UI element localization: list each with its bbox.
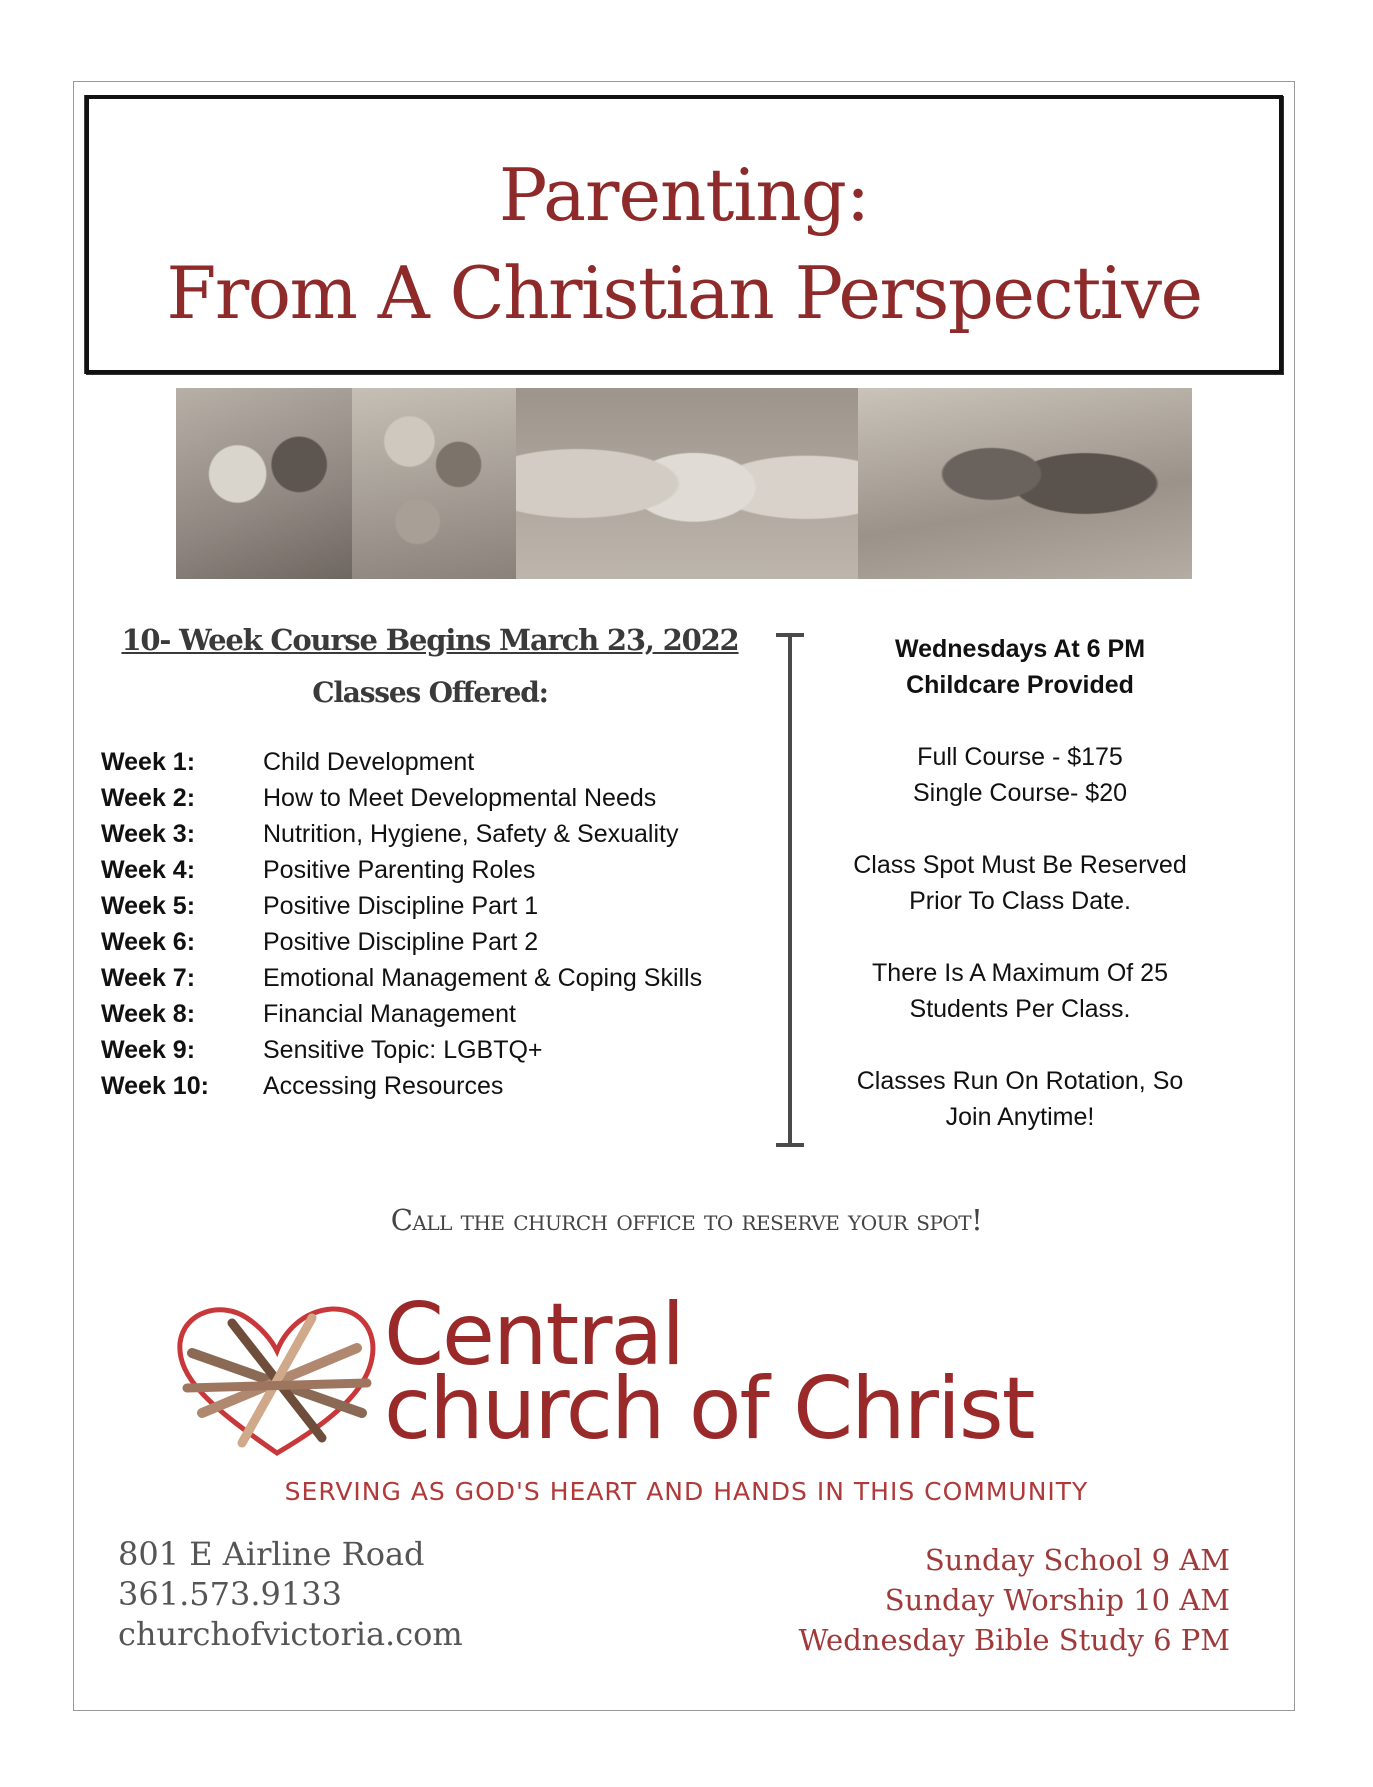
week-topic: Nutrition, Hygiene, Safety & Sexuality [263, 819, 679, 848]
rotation-note-line-2: Join Anytime! [945, 1103, 1095, 1131]
sunday-worship-time: Sunday Worship 10 AM [884, 1583, 1230, 1617]
full-course-price: Full Course - $175 [917, 743, 1123, 771]
childcare-text: Childcare Provided [906, 671, 1134, 699]
week-topic: Emotional Management & Coping Skills [263, 963, 703, 992]
church-tagline: SERVING AS GOD'S HEART AND HANDS IN THIS COMMUNITY [284, 1477, 1089, 1506]
week-label: Week 7: [101, 963, 196, 992]
title-box [85, 95, 1283, 374]
week-label: Week 2: [101, 783, 196, 812]
week-label: Week 5: [101, 891, 196, 920]
week-row [101, 744, 702, 780]
church-name-line-2: church of Christ [384, 1359, 1034, 1459]
title-line-2: From A Christian Perspective [166, 251, 1202, 335]
bible-study-time: Wednesday Bible Study 6 PM [798, 1623, 1230, 1657]
rotation-note-line-1: Classes Run On Rotation, So [856, 1067, 1184, 1095]
week-topic: Sensitive Topic: LGBTQ+ [263, 1035, 543, 1064]
schedule-text: Wednesdays At 6 PM [894, 635, 1146, 663]
week-label: Week 10: [101, 1071, 209, 1100]
phone-number: 361.573.9133 [118, 1575, 342, 1613]
street-address: 801 E Airline Road [118, 1535, 425, 1573]
week-row [101, 888, 702, 924]
week-topic: Financial Management [263, 999, 516, 1028]
heart-hands-icon [172, 1293, 382, 1463]
week-label: Week 8: [101, 999, 196, 1028]
week-row [101, 924, 702, 960]
week-list [101, 744, 702, 1104]
week-row [101, 996, 702, 1032]
classes-offered-heading: Classes Offered: [312, 676, 548, 709]
week-row [101, 960, 702, 996]
family-children-photo [352, 388, 516, 579]
week-topic: Positive Parenting Roles [263, 855, 536, 884]
sunday-school-time: Sunday School 9 AM [924, 1543, 1230, 1577]
week-row [101, 852, 702, 888]
course-start-heading: 10- Week Course Begins March 23, 2022 [121, 623, 739, 657]
week-label: Week 9: [101, 1035, 196, 1064]
week-row [101, 1032, 702, 1068]
info-column [820, 631, 1220, 1135]
church-name-line-1: Central [384, 1285, 684, 1385]
week-topic: Positive Discipline Part 1 [263, 891, 539, 920]
church-logo [172, 1285, 1202, 1475]
contact-block [118, 1534, 463, 1654]
week-topic: Accessing Resources [263, 1071, 504, 1100]
week-label: Week 4: [101, 855, 196, 884]
max-students-line-1: There Is A Maximum Of 25 [872, 959, 1168, 987]
column-divider [788, 633, 792, 1146]
week-row [101, 1068, 702, 1104]
photo-strip [176, 388, 1192, 579]
reserve-note-line-1: Class Spot Must Be Reserved [853, 851, 1187, 879]
call-to-action: Call the church office to reserve your spot! [390, 1203, 983, 1237]
week-label: Week 3: [101, 819, 196, 848]
week-label: Week 6: [101, 927, 196, 956]
week-topic: Child Development [263, 747, 475, 776]
week-row [101, 780, 702, 816]
max-students-line-2: Students Per Class. [909, 995, 1131, 1023]
title-line-1: Parenting: [498, 153, 870, 237]
week-topic: How to Meet Developmental Needs [263, 783, 657, 812]
children-faces-photo [516, 388, 858, 579]
single-course-price: Single Course- $20 [912, 779, 1127, 807]
divider-cap-bottom [776, 1143, 804, 1147]
week-label: Week 1: [101, 747, 196, 776]
reserve-note-line-2: Prior To Class Date. [909, 887, 1131, 915]
family-photo [176, 388, 352, 579]
week-topic: Positive Discipline Part 2 [263, 927, 539, 956]
service-times [799, 1540, 1230, 1660]
father-son-photo [858, 388, 1192, 579]
website: churchofvictoria.com [118, 1615, 463, 1653]
week-row [101, 816, 702, 852]
